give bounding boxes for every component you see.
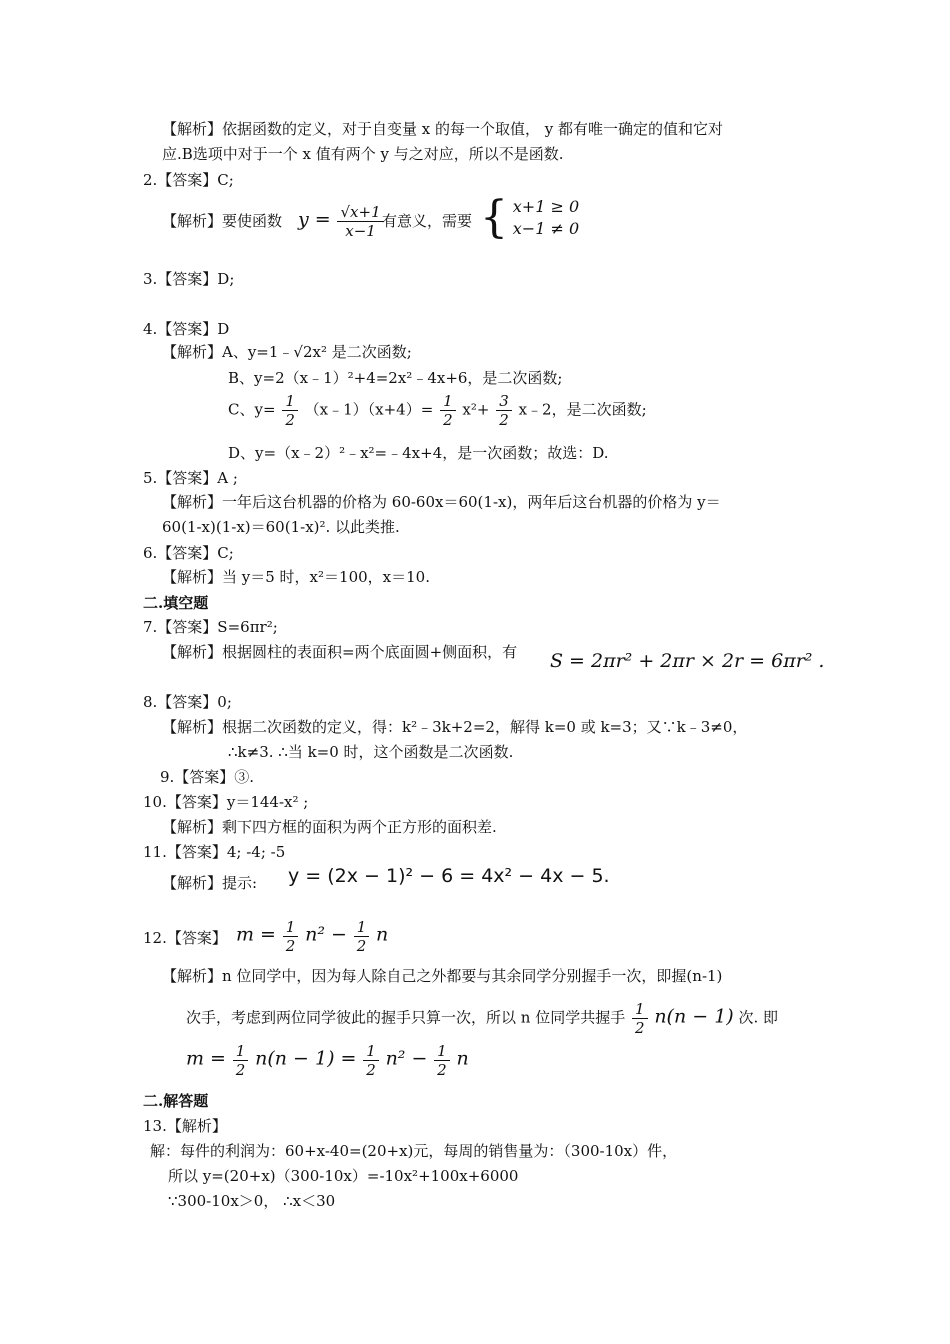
q12-line2-half-den: 2 [634,1019,645,1037]
q4c-three-halves [496,392,512,429]
q4-answer: 4.【答案】D [143,320,230,338]
q4-analysis-a: 【解析】A、y=1﹣√2x² 是二次函数; [162,343,412,361]
q12-half2-num: 1 [354,918,370,937]
q3-answer: 3.【答案】D; [143,270,235,288]
q4c-suffix: x﹣2，是二次函数; [518,400,647,419]
q4-analysis-d: D、y=（x﹣2）²﹣x²=﹣4x+4，是一次函数；故选：D. [228,444,609,462]
q2-analysis-mid: 有意义，需要 [382,212,473,230]
q13-step2: 所以 y=(20+x)（300-10x）=-10x²+100x+6000 [168,1167,519,1185]
q12-analysis-line2 [186,1000,778,1037]
q8-analysis-line1: 【解析】根据二次函数的定义，得：k²﹣3k+2=2，解得 k=0 或 k=3；又∵k﹣3≠0， [162,718,748,736]
q12-l3-half2-den: 2 [366,1061,376,1079]
q12-half2-den: 2 [356,937,367,955]
q2-answer: 2.【答案】C; [143,171,234,189]
q4c-three-den: 2 [499,411,509,429]
q12-half2 [354,918,370,955]
q4c-half-num: 1 [282,392,298,411]
q7-formula: S = 2πr² + 2πr × 2r = 6πr² . [550,650,825,672]
q12-l3-m: m = [186,1047,226,1070]
q7-analysis: 【解析】根据圆柱的表面积=两个底面圆+侧面积，有 [162,643,518,661]
q12-l3-half2 [363,1042,379,1079]
q4c-half2-num: 1 [440,392,456,411]
q4c-half2 [440,392,456,429]
q12-l3-part4: n [456,1047,469,1070]
q12-l3-half3-num: 1 [434,1042,450,1061]
q12-l3-part3: n² − [385,1047,428,1070]
section-solve-title: 二.解答题 [143,1092,209,1110]
q4c-three-num: 3 [496,392,512,411]
q12-answer-formula [236,918,388,955]
q13-step3: ∵300-10x＞0， ∴x＜30 [168,1192,336,1210]
q12-l3-half3 [434,1042,450,1079]
q2-denominator: x−1 [345,222,376,240]
q8-analysis-line2: ∴k≠3. ∴当 k=0 时，这个函数是二次函数. [228,743,514,761]
q13-step1: 解：每件的利润为：60+x-40=(20+x)元，每周的销售量为：（300-10x）件， [150,1142,678,1160]
q12-line2-suffix: 次. 即 [738,1008,779,1027]
q2-conditions [513,196,579,240]
q2-y: y = [298,208,331,231]
q4c-prefix: C、y= [228,400,276,419]
q12-analysis-line3 [186,1042,469,1079]
q2-condition-2: x−1 ≠ 0 [512,219,580,238]
q5-answer: 5.【答案】A ; [143,469,238,487]
q1-analysis-line1: 【解析】依据函数的定义，对于自变量 x 的每一个取值， y 都有唯一确定的值和它对 [162,120,724,138]
q2-fraction [337,203,383,240]
q4c-half2-den: 2 [443,411,453,429]
q12-n: n [376,923,389,946]
q4c-half-den: 2 [285,411,295,429]
q12-l3-half3-den: 2 [437,1061,447,1079]
q4c-mid1: （x﹣1）（x+4）= [304,400,434,419]
q10-answer: 10.【答案】y＝144-x² ; [143,793,309,811]
q2-condition-1: x+1 ≥ 0 [512,197,580,216]
q12-l3-half1-num: 1 [233,1042,249,1061]
q12-line2-prefix: 次手，考虑到两位同学彼此的握手只算一次，所以 n 位同学共握手 [186,1008,626,1027]
q2-formula [298,203,386,240]
q12-l3-half1-den: 2 [235,1061,246,1079]
q6-analysis: 【解析】当 y＝5 时，x²＝100，x＝10. [162,568,430,586]
q4c-mid2: x²+ [462,400,490,419]
q4c-half [282,392,298,429]
q11-formula: y = (2x − 1)² − 6 = 4x² − 4x − 5. [288,865,610,887]
q12-l3-part2: n(n − 1) = [255,1047,357,1070]
q12-line2-half-num: 1 [632,1000,648,1019]
q9-answer: 9.【答案】③. [160,768,255,786]
q12-half1-den: 2 [285,937,296,955]
q12-line2-formula: n(n − 1) [654,1005,734,1028]
q12-half1 [283,918,299,955]
section-fill-in-title: 二.填空题 [143,594,209,612]
q2-condition-system [480,192,580,243]
brace-icon: { [480,192,508,243]
q5-analysis-line1: 【解析】一年后这台机器的价格为 60-60x＝60(1-x)，两年后这台机器的价格为 y＝ [162,493,721,511]
q2-analysis-label: 【解析】要使函数 [162,212,283,230]
q12-answer-label: 12.【答案】 [143,929,227,947]
q12-half1-num: 1 [283,918,299,937]
q11-analysis-label: 【解析】提示: [162,874,258,892]
q5-analysis-line2: 60(1-x)(1-x)＝60(1-x)². 以此类推. [162,518,400,536]
q12-l3-half2-num: 1 [363,1042,379,1061]
q7-answer: 7.【答案】S=6πr²; [143,618,278,636]
q4-analysis-c [228,392,647,429]
q1-analysis-line2: 应.B选项中对于一个 x 值有两个 y 与之对应，所以不是函数. [162,145,564,163]
q12-m: m = [236,923,276,946]
q8-answer: 8.【答案】0; [143,693,232,711]
q6-answer: 6.【答案】C; [143,544,234,562]
q10-analysis: 【解析】剩下四方框的面积为两个正方形的面积差. [162,818,497,836]
q12-line2-half [632,1000,648,1037]
q12-n2: n² − [305,923,347,946]
q13-label: 13.【解析】 [143,1117,227,1135]
q4-analysis-b: B、y=2（x﹣1）²+4=2x²﹣4x+6，是二次函数; [228,369,563,387]
q2-numerator: √x+1 [337,203,383,222]
q12-analysis-line1: 【解析】n 位同学中，因为每人除自己之外都要与其余同学分别握手一次，即握(n-1) [162,967,723,985]
q11-answer: 11.【答案】4; -4; -5 [143,843,286,861]
q12-l3-half1 [233,1042,249,1079]
